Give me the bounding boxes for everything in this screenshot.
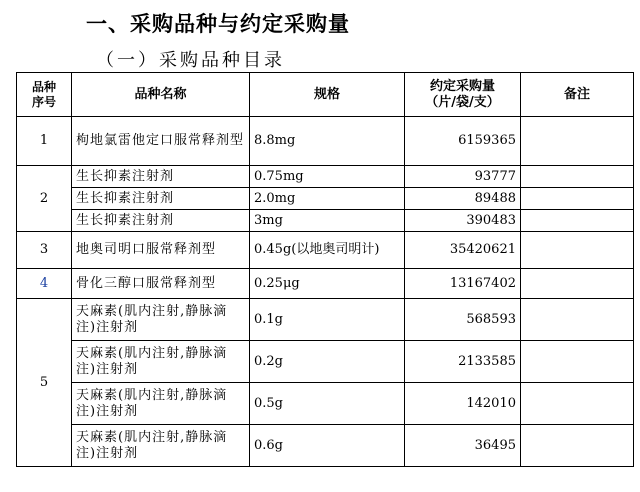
spec-cell: 0.6g [250, 425, 405, 467]
note-cell [521, 232, 634, 269]
quantity-cell: 2133585 [405, 341, 521, 383]
quantity-cell: 142010 [405, 383, 521, 425]
table-row [17, 117, 634, 166]
header-qty-line2: （片/袋/支） [425, 94, 500, 110]
table-header-row [17, 73, 634, 117]
header-qty [405, 73, 521, 117]
quantity-cell: 93777 [405, 166, 521, 188]
quantity-cell: 390483 [405, 210, 521, 232]
table-row [17, 341, 634, 383]
spec-cell: 3mg [250, 210, 405, 232]
product-name-cell: 骨化三醇口服常释剂型 [72, 269, 250, 299]
quantity-cell: 89488 [405, 188, 521, 210]
spec-cell: 0.5g [250, 383, 405, 425]
row-num-cell: 3 [17, 232, 72, 269]
table-row [17, 269, 634, 299]
spec-cell: 0.1g [250, 299, 405, 341]
table-row [17, 232, 634, 269]
section-heading: 一、采购品种与约定采购量 [86, 12, 350, 36]
note-cell [521, 341, 634, 383]
quantity-cell: 35420621 [405, 232, 521, 269]
table-body [17, 117, 634, 467]
header-num-line1: 品种 [31, 79, 56, 94]
note-cell [521, 383, 634, 425]
product-name-cell: 天麻素(肌内注射,静脉滴注)注射剂 [72, 383, 250, 425]
table-row [17, 383, 634, 425]
note-cell [521, 166, 634, 188]
spec-cell: 8.8mg [250, 117, 405, 166]
spec-cell: 0.25μg [250, 269, 405, 299]
product-name-cell: 枸地氯雷他定口服常释剂型 [72, 117, 250, 166]
note-cell [521, 117, 634, 166]
note-cell [521, 269, 634, 299]
subsection-heading: （一）采购品种目录 [96, 50, 285, 71]
header-num [17, 73, 72, 117]
product-name-cell: 天麻素(肌内注射,静脉滴注)注射剂 [72, 425, 250, 467]
note-cell [521, 425, 634, 467]
table-row [17, 188, 634, 210]
table-row [17, 299, 634, 341]
note-cell [521, 188, 634, 210]
header-qty-line1: 约定采购量 [429, 78, 495, 94]
quantity-cell: 6159365 [405, 117, 521, 166]
row-num-cell: 5 [17, 299, 72, 467]
spec-cell: 0.45g(以地奥司明计) [250, 232, 405, 269]
header-name: 品种名称 [72, 73, 250, 117]
note-cell [521, 299, 634, 341]
row-num-cell: 2 [17, 166, 72, 232]
spec-cell: 2.0mg [250, 188, 405, 210]
header-num-line2: 序号 [31, 94, 56, 109]
product-name-cell: 生长抑素注射剂 [72, 188, 250, 210]
spec-cell: 0.2g [250, 341, 405, 383]
product-name-cell: 生长抑素注射剂 [72, 210, 250, 232]
row-num-cell: 1 [17, 117, 72, 166]
quantity-cell: 13167402 [405, 269, 521, 299]
table-row [17, 425, 634, 467]
header-note: 备注 [521, 73, 634, 117]
product-name-cell: 地奥司明口服常释剂型 [72, 232, 250, 269]
product-name-cell: 生长抑素注射剂 [72, 166, 250, 188]
spec-cell: 0.75mg [250, 166, 405, 188]
quantity-cell: 36495 [405, 425, 521, 467]
procurement-table [16, 72, 634, 467]
header-spec: 规格 [250, 73, 405, 117]
row-num-cell: 4 [17, 269, 72, 299]
table-row [17, 210, 634, 232]
table-row [17, 166, 634, 188]
note-cell [521, 210, 634, 232]
product-name-cell: 天麻素(肌内注射,静脉滴注)注射剂 [72, 341, 250, 383]
quantity-cell: 568593 [405, 299, 521, 341]
product-name-cell: 天麻素(肌内注射,静脉滴注)注射剂 [72, 299, 250, 341]
